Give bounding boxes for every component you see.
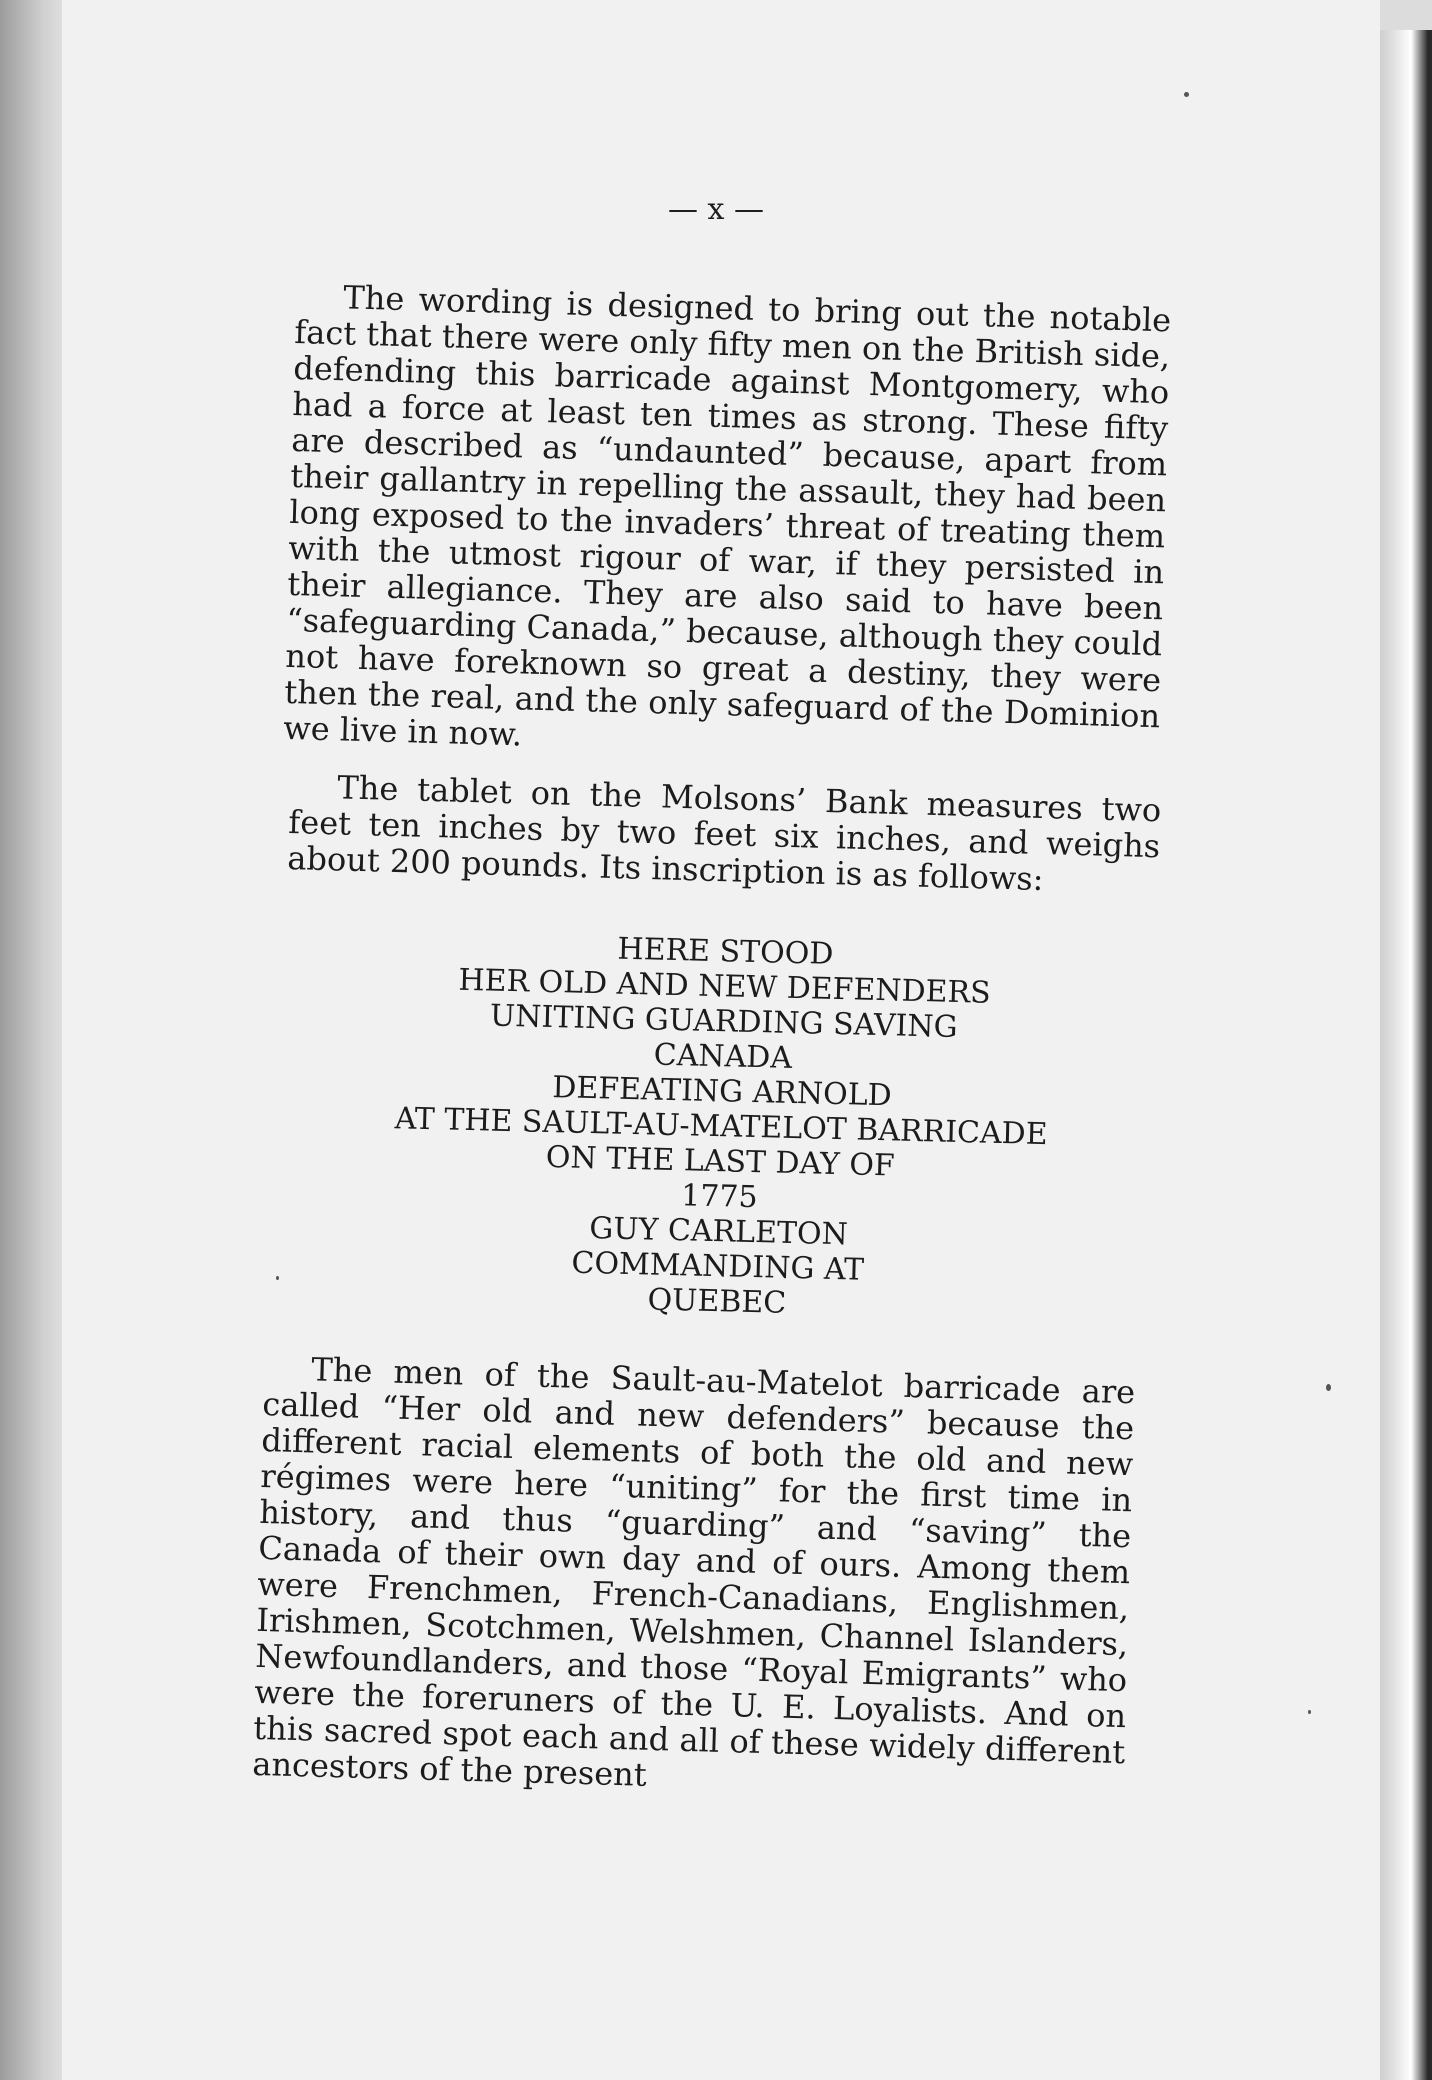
inscription-line: QUEBEC <box>647 1282 787 1321</box>
body-paragraph-3: The men of the Sault-au-Matelot barricade are called “Her old and new defenders” because the different racial elements of both the old and new régimes were here “uniting” for the first time in history, and thus “guarding” and “saving” the Canada of their own day and of ours. Among them were Frenchmen, French-Canadians, Englishmen, Irishmen, Scotchmen, Welshmen, Channel Islanders, Newfoundlanders, and those “Royal Emigrants” who were the foreruners of the U. E. Loyalists. And on this sacred spot each and all of these widely different ancestors of the present <box>251 1350 1136 1794</box>
dust-speck <box>1326 1384 1331 1391</box>
body-paragraph-2: The tablet on the Molsons’ Bank measures two feet ten inches by two feet six inches, and weighs about 200 pounds. Its inscription is as follows: <box>286 768 1162 899</box>
page-edge <box>1380 30 1432 2080</box>
inscription-line: COMMANDING AT <box>571 1245 865 1288</box>
inscription-line: AT THE SAULT-AU-MATELOT BARRICADE <box>394 1101 1049 1153</box>
inscription-line: 1775 <box>680 1178 759 1216</box>
inscription-line: GUY CARLETON <box>588 1211 849 1253</box>
inscription-line: DEFEATING ARNOLD <box>551 1070 893 1114</box>
inscription-line: UNITING GUARDING SAVING <box>489 998 958 1045</box>
dust-speck <box>1184 92 1189 97</box>
inscription-line: HER OLD AND NEW DEFENDERS <box>458 962 992 1011</box>
body-paragraph-1: The wording is designed to bring out the notable fact that there were only fifty men on the British side, defending this barricade against Montgomery, who had a force at least ten times as strong. These fifty are described as “undaunted” because, apart from their gallantry in repelling the assault, they had been long exposed to the invaders’ threat of treating them with the utmost rigour of war, if they persisted in their allegiance. They are also said to have been “safeguarding Canada,” because, although they could not have foreknown so great a destiny, they were then the real, and the only safeguard of the Dominion we live in now. <box>282 278 1172 754</box>
inscription-line: CANADA <box>653 1037 793 1076</box>
inscription-line: ON THE LAST DAY OF <box>545 1139 896 1184</box>
tablet-inscription <box>297 924 1146 1329</box>
dust-speck <box>276 1276 279 1280</box>
inscription-line: HERE STOOD <box>617 931 834 972</box>
page-number: — x — <box>668 192 764 227</box>
book-spine-shadow <box>0 0 62 2080</box>
dust-speck <box>1308 1710 1311 1714</box>
